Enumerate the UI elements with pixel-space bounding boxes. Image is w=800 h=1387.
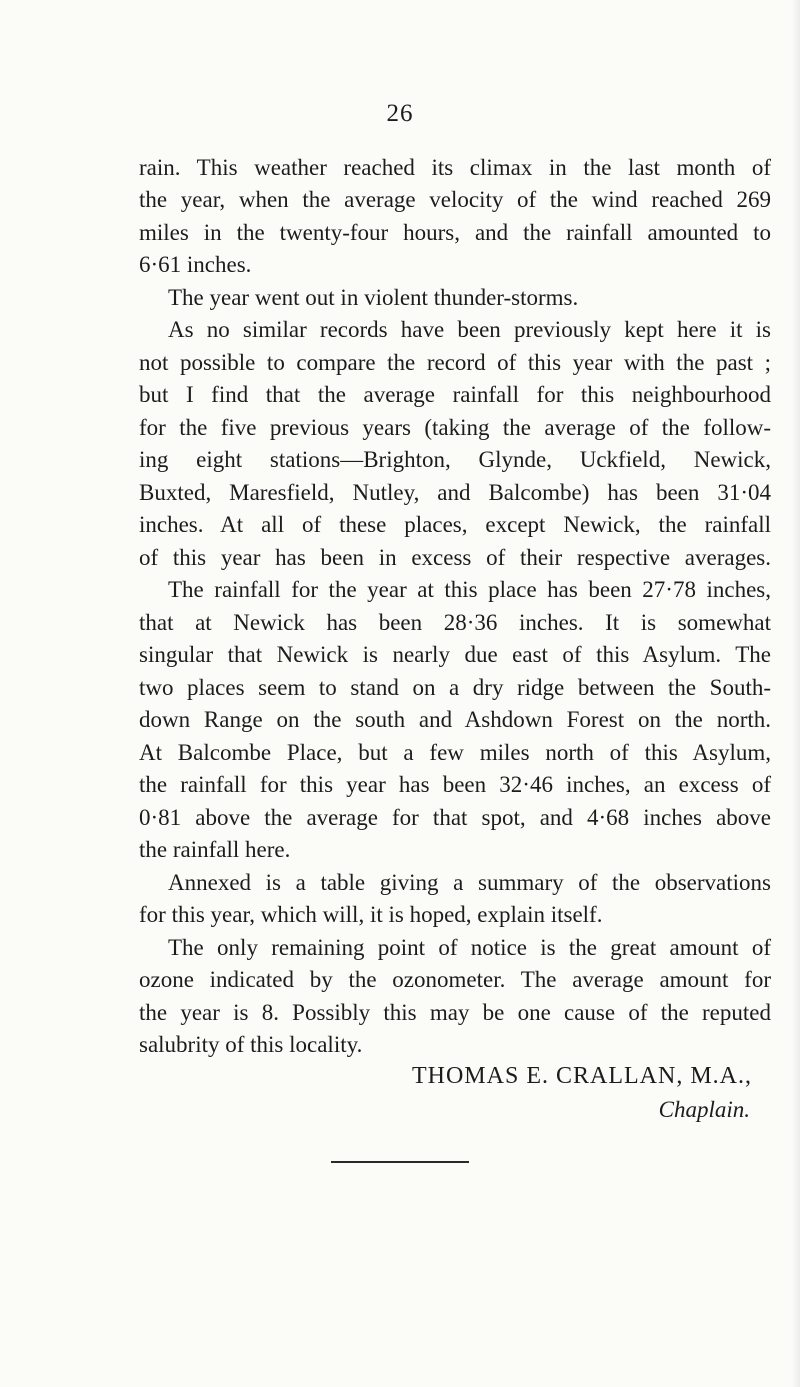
text-line: As no similar records have been previously kept here it is (168, 317, 771, 342)
text-line: for this year, which will, it is hoped, explain itself. (139, 902, 603, 927)
text-line: but I find that the average rainfall for this neighbourhood (139, 382, 771, 407)
text-line: The only remaining point of notice is the great amount of (168, 935, 771, 960)
text-line: ing eight stations—Brighton, Glynde, Uckfield, Newick, (139, 447, 771, 472)
text-line: not possible to compare the record of this year with the past ; (139, 350, 771, 375)
page-number: 26 (386, 100, 414, 127)
text-line: ozone indicated by the ozonometer. The average amount for (139, 967, 771, 992)
text-line: miles in the twenty-four hours, and the rainfall amounted to (139, 220, 771, 245)
text-line: the year is 8. Possibly this may be one cause of the reputed (139, 1000, 771, 1025)
text-line: of this year has been in excess of their respective averages. (139, 545, 771, 570)
signature-title: Chaplain. (658, 1097, 750, 1122)
text-line: down Range on the south and Ashdown Forest on the north. (139, 707, 771, 732)
text-line: The year went out in violent thunder-storms. (168, 285, 579, 310)
text-line: two places seem to stand on a dry ridge between the South- (139, 675, 771, 700)
text-line: that at Newick has been 28·36 inches. It is somewhat (139, 610, 771, 635)
signature: THOMAS E. CRALLAN, M.A., (411, 1063, 752, 1089)
text-line: Annexed is a table giving a summary of the observations (168, 870, 771, 895)
text-line: the rainfall here. (139, 837, 291, 862)
page-edge-shadow (792, 0, 800, 1387)
text-line: the rainfall for this year has been 32·46 inches, an excess of (139, 772, 771, 797)
text-line: salubrity of this locality. (139, 1032, 363, 1057)
text-line: Buxted, Maresfield, Nutley, and Balcombe) has been 31·04 (139, 480, 771, 505)
text-line: singular that Newick is nearly due east of this Asylum. The (139, 642, 771, 667)
text-line: 6·61 inches. (139, 252, 252, 277)
text-line: for the five previous years (taking the average of the follow- (139, 415, 771, 440)
text-line: inches. At all of these places, except Newick, the rainfall (139, 512, 771, 537)
text-line: 0·81 above the average for that spot, and 4·68 inches above (139, 805, 771, 830)
closing-rule (331, 1161, 469, 1163)
text-line: At Balcombe Place, but a few miles north of this Asylum, (139, 740, 771, 765)
text-line: The rainfall for the year at this place has been 27·78 inches, (168, 577, 771, 602)
text-line: rain. This weather reached its climax in the last month of (139, 155, 771, 180)
text-line: the year, when the average velocity of the wind reached 269 (139, 187, 771, 212)
